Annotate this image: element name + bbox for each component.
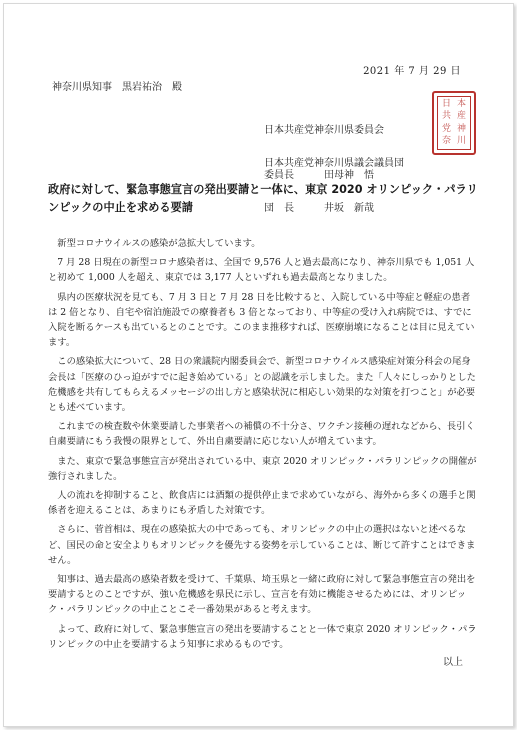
seal-inner-frame	[437, 96, 471, 150]
document-title: 政府に対して、緊急事態宣言の発出要請と一体に、東京 2020 オリンピック・パラリンピックの中止を求める要請	[48, 183, 478, 214]
seal-glyph: 党	[441, 123, 451, 134]
seal-glyph: 本	[456, 98, 466, 109]
body-paragraph: 7 月 28 日現在の新型コロナ感染者は、全国で 9,576 人と過去最高になり、神奈川県でも 1,051 人と初めて 1,000 人を超え、東京では 3,177 人といずれも過去最高となりました。	[48, 257, 475, 284]
body-paragraph: 県内の医療状況を見ても、7 月 3 日と 7 月 28 日を比較すると、入院している中等症と軽症の患者は 2 倍となり、自宅や宿泊施設での療養者も 3 倍となっており、中等症の受け入れ病院では、すでに入院を断るケースも出ているとのことです。このまま推移すれば、医療崩壊になることは目に見えています。	[48, 291, 475, 349]
seal-glyph: 川	[456, 136, 466, 147]
body-paragraph: 知事は、過去最高の感染者数を受けて、千葉県、埼玉県と一緒に政府に対して緊急事態宣言の発出を要請するとのことですが、強い危機感を県民に示し、宣言を有効に機能させるためには、オリンピック・パラリンピックの中止ことこそ一番効果があると考えます。	[48, 574, 476, 616]
sender-party-leader: 委員長 田母神 悟	[264, 170, 374, 181]
body-paragraph: 新型コロナウイルスの感染が急拡大しています。	[57, 238, 261, 249]
body-paragraph: これまでの検査数や休業要請した事業者への補償の不十分さ、ワクチン接種の遅れなどから、長引く自粛要請にもう我慢の限界として、外出自粛要請に応じない人が増えています。	[48, 421, 475, 448]
closing-mark: 以上	[443, 657, 463, 668]
document-body	[48, 236, 478, 656]
body-paragraph: また、東京で緊急事態宣言が発出されている中、東京 2020 オリンピック・パラリンピックの開催が強行されました。	[48, 455, 477, 482]
body-paragraph: さらに、菅首相は、現在の感染拡大の中であっても、オリンピックの中止の選択はないと述べるなど、国民の命と安全よりもオリンピックを優先する姿勢を示していることは、断じて許すことはできません。	[48, 524, 476, 566]
sender-group-leader: 団 長 井坂 新哉	[264, 203, 374, 214]
document-date: 2021 年 7 月 29 日	[363, 66, 461, 77]
official-seal-stamp	[432, 91, 476, 155]
sender-group-name: 日本共産党神奈川県議会議員団	[264, 158, 404, 169]
seal-glyph: 奈	[441, 136, 451, 147]
seal-glyph: 共	[441, 111, 451, 122]
sender-party-name: 日本共産党神奈川県委員会	[264, 125, 384, 136]
body-paragraph: この感染拡大について、28 日の衆議院内閣委員会で、新型コロナウイルス感染症対策分科会の尾身会長は「医療のひっ迫がすでに起き始めている」との認識を示しました。また「人々にしっかりとした危機感を共有してもらえるメッセージの出し方と感染状況に相応しい効果的な対策を打つこと」が必要とも述べています。	[48, 356, 476, 414]
body-paragraph: 人の流れを抑制すること、飲食店には酒類の提供停止まで求めていながら、海外から多くの選手と関係者を迎えることは、あまりにも矛盾した対策です。	[48, 490, 476, 517]
body-paragraph: よって、政府に対して、緊急事態宣言の発出を要請することと一体で東京 2020 オリンピック・パラリンピックの中止を要請するよう知事に求めるものです。	[48, 623, 477, 650]
seal-glyph: 産	[456, 111, 466, 122]
seal-glyph: 神	[456, 123, 466, 134]
seal-glyph: 日	[441, 98, 451, 109]
addressee: 神奈川県知事 黒岩祐治 殿	[52, 82, 182, 93]
